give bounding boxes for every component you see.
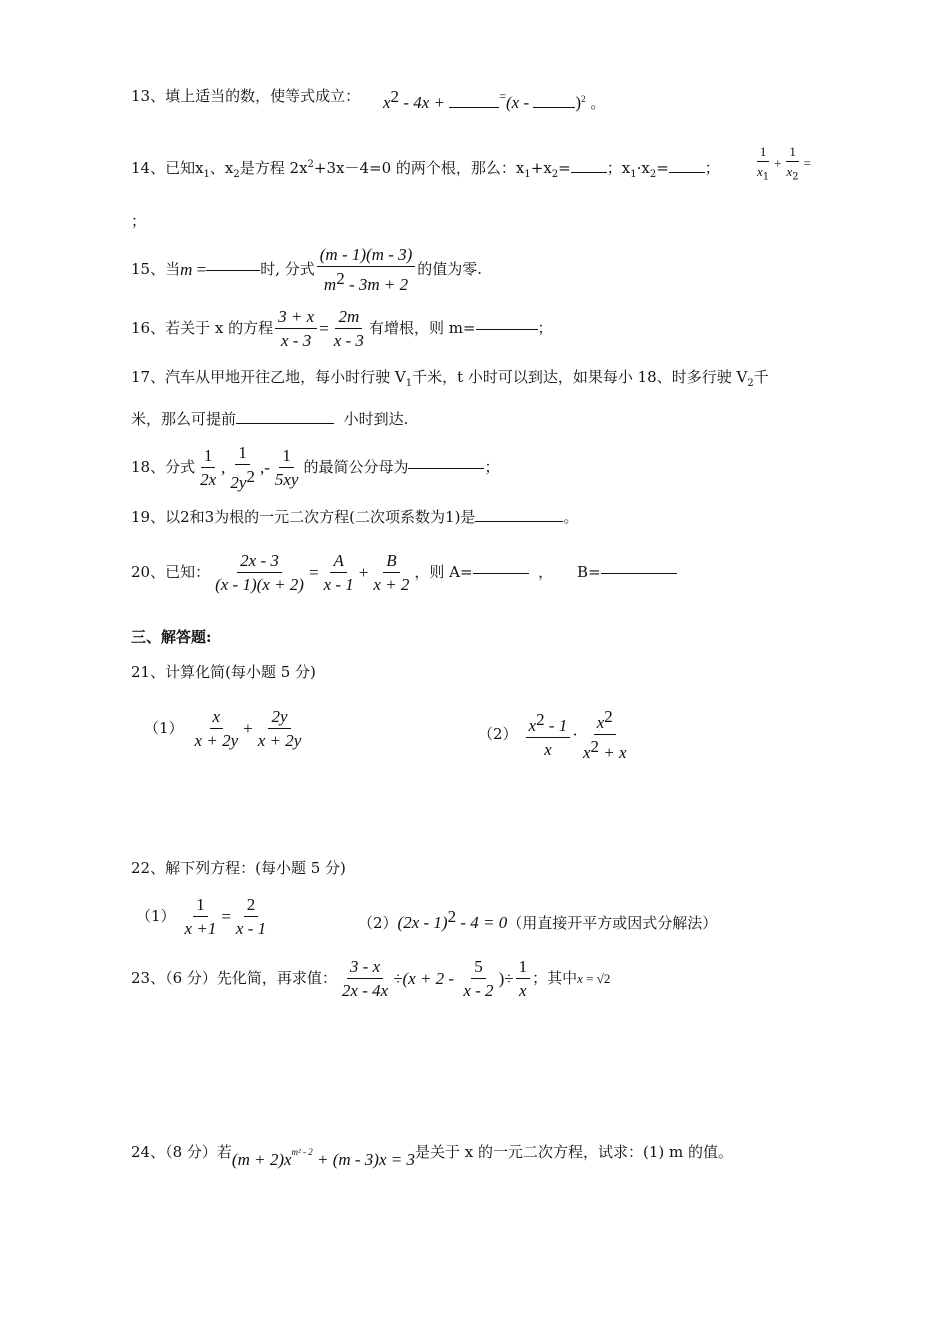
q20-blank-a[interactable]	[473, 572, 529, 574]
q20-fraction-b: $\frac{B}{x + 2}$	[373, 551, 410, 594]
q21-1-fraction-1: $\frac{x}{x + 2y}$	[194, 707, 239, 750]
q16-fraction-right: $\frac{2m}{x - 3}$	[333, 307, 364, 350]
question-21: 21、计算化简(每小题 5 分)	[131, 663, 316, 681]
question-17-line-2: 米，那么可提前 小时到达.	[131, 410, 409, 428]
q13-equation: $x^2 - 4x + ^=(x - )^2$ 。	[383, 87, 606, 112]
question-13: 13、填上适当的数，使等式成立：	[131, 87, 361, 105]
q13-blank-1[interactable]	[449, 106, 499, 108]
q20-fraction-lhs: $\frac{2x - 3}{(x - 1)(x + 2)}$	[215, 551, 304, 594]
question-16: 16、若关于 x 的方程 $\frac{3 + x}{x - 3}$ = $\frac{2m}{x - 3}$ 有增根，则 m= ；	[131, 307, 553, 350]
section-3-title: 三、解答题:	[131, 628, 212, 646]
q23-fraction-3: $\frac{1}{x}$	[516, 958, 531, 999]
q14-blank-sum[interactable]	[571, 171, 607, 173]
q18-fraction-1: $\frac{1}{2x}$	[200, 446, 217, 489]
q21-2-fraction-2: $\frac{x^2}{x^2 + x}$	[582, 707, 627, 762]
question-24: 24、（8 分）若$(m + 2)x^{m^2 - 2} + (m - 3)x = 3$是关于 x 的一元二次方程，试求：(1) m 的值。	[131, 1143, 733, 1169]
q18-blank[interactable]	[408, 467, 484, 469]
q14-blank-product[interactable]	[669, 171, 705, 173]
q14-reciprocal-sum: $\frac{1}{x_1}$ + $\frac{1}{x_2}$ =	[757, 144, 811, 183]
q13-blank-2[interactable]	[533, 106, 575, 108]
q19-blank[interactable]	[475, 520, 563, 522]
q18-fraction-2: $\frac{1}{2y^2}$	[230, 443, 255, 492]
q24-equation: $(m + 2)x^{m^2 - 2} + (m - 3)x = 3$	[231, 1147, 415, 1169]
q22-1-fraction-right: $\frac{2}{x - 1}$	[235, 895, 267, 938]
q21-part-2: （2） $\frac{x^2 - 1}{x}$ · $\frac{x^2}{x^2 + x}$	[478, 708, 632, 761]
q20-fraction-a: $\frac{A}{x - 1}$	[323, 551, 354, 594]
q17-blank[interactable]	[236, 422, 334, 424]
q20-blank-b[interactable]	[601, 572, 677, 574]
question-20: 20、已知： $\frac{2x - 3}{(x - 1)(x + 2)}$ = $\frac{A}{x - 1}$ + $\frac{B}{x + 2}$ ，则 A= ， B=	[131, 552, 677, 593]
q22-part-1: （1） $\frac{1}{x +1}$ = $\frac{2}{x - 1}$	[136, 896, 271, 937]
question-23: 23、（6 分）先化简，再求值： $\frac{3 - x}{2x - 4x}$ ÷(x + 2 - $\frac{5}{x - 2}$ )÷ $\frac{1}{x}$ ；其中x = √2	[131, 957, 611, 1000]
question-18: 18、分式 $\frac{1}{2x}$ , $\frac{1}{2y^2}$ ,- $\frac{1}{5xy}$ 的最简公分母为 ；	[131, 443, 500, 492]
question-17-line-1: 17、汽车从甲地开往乙地，每小时行驶 $V_1$千米，t 小时可以到达，如果每小 18、时多行驶 $V_2$千	[131, 368, 769, 389]
q23-fraction-2: $\frac{5}{x - 2}$	[463, 957, 494, 1000]
q22-part-2: （2）(2x - 1)$^2$ - 4 = 0（用直接开平方或因式分解法）	[358, 907, 718, 932]
question-15: 15、当m = 时, 分式 $\frac{(m - 1)(m - 3)}{m^2 - 3m + 2}$ 的值为零.	[131, 245, 483, 294]
q21-1-fraction-2: $\frac{2y}{x + 2y}$	[257, 707, 302, 750]
q23-fraction-1: $\frac{3 - x}{2x - 4x}$	[341, 957, 389, 1000]
q15-blank[interactable]	[206, 269, 260, 271]
q21-part-1: （1） $\frac{x}{x + 2y}$ + $\frac{2y}{x + 2y}$	[144, 708, 306, 749]
question-22: 22、解下列方程：(每小题 5 分)	[131, 859, 346, 877]
q21-2-fraction-1: $\frac{x^2 - 1}{x}$	[526, 711, 571, 758]
q18-fraction-3: $\frac{1}{5xy}$	[274, 446, 299, 489]
question-19: 19、以2和3为根的一元二次方程(二次项系数为1)是 。	[131, 508, 579, 526]
q16-fraction-left: $\frac{3 + x}{x - 3}$	[275, 308, 317, 349]
q22-1-fraction-left: $\frac{1}{x +1}$	[184, 895, 217, 938]
question-14: 14、已知$x_1$、$x_2$是方程 $2x^2+3x-4=0$ 的两个根，那么：$x_1+x_2=$ ；$x_1\cdot x_2=$ ；	[131, 159, 720, 180]
q14-semicolon: ；	[131, 212, 147, 230]
q16-blank[interactable]	[476, 328, 538, 330]
q15-fraction: $\frac{(m - 1)(m - 3)}{m^2 - 3m + 2}$	[317, 246, 416, 293]
